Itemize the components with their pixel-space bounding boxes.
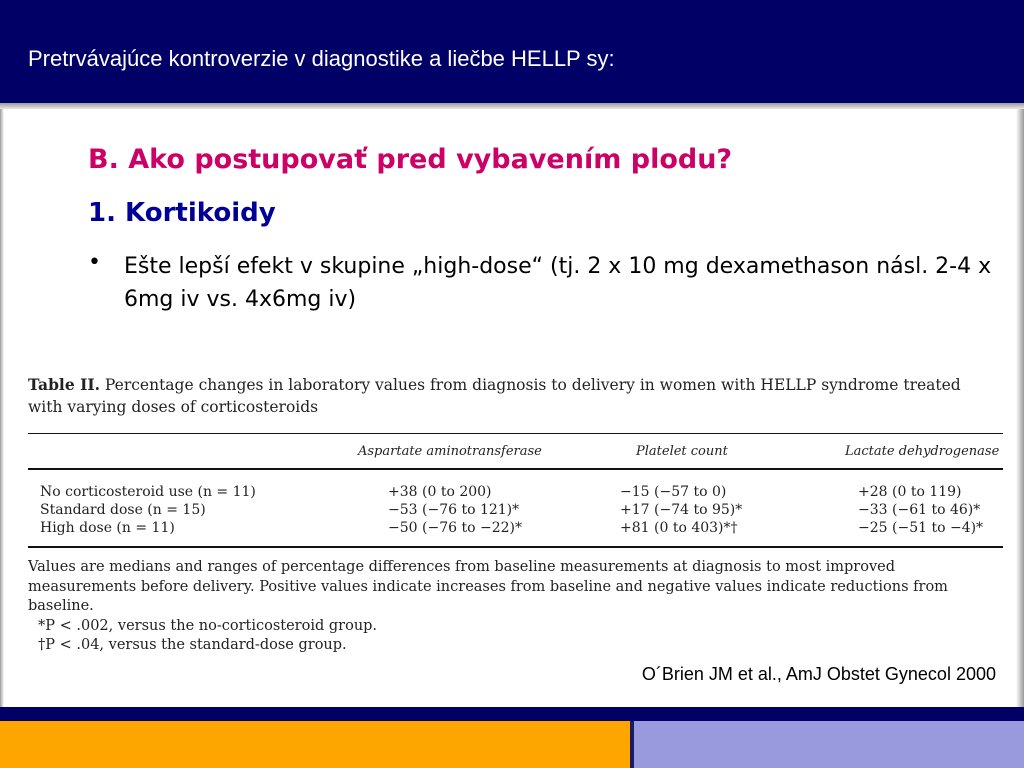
row-group-1: No corticosteroid use (n = 11) xyxy=(40,484,256,500)
title-shadow xyxy=(0,103,1024,109)
row-ldh-3: −25 (−51 to −4)* xyxy=(858,520,984,536)
footer-lavender-block xyxy=(634,721,1024,768)
table-note-2: †P < .04, versus the standard-dose group. xyxy=(38,637,347,653)
table-note-1: *P < .002, versus the no-corticosteroid group. xyxy=(38,617,378,634)
row-platelet-3: +81 (0 to 403)*† xyxy=(620,520,738,536)
table-caption-text: Percentage changes in laboratory values from diagnosis to delivery in women with HELLP syndrome treated with varying doses of corticosteroids xyxy=(28,376,961,416)
table-top-rule xyxy=(28,433,1003,434)
citation: O´Brien JM et al., AmJ Obstet Gynecol 2000 xyxy=(641,664,996,684)
row-ast-3: −50 (−76 to −22)* xyxy=(388,520,522,536)
table-header-rule xyxy=(28,468,1003,470)
left-frame-edge xyxy=(0,109,4,707)
row-group-3: High dose (n = 11) xyxy=(40,520,175,536)
right-frame-edge xyxy=(1016,109,1024,707)
row-ast-1: +38 (0 to 200) xyxy=(388,484,492,500)
table-notes xyxy=(28,558,1003,656)
column-header-ldh: Lactate dehydrogenase xyxy=(845,444,1000,459)
footer-orange-block xyxy=(0,721,630,768)
column-header-ast: Aspartate aminotransferase xyxy=(358,444,542,459)
row-platelet-1: −15 (−57 to 0) xyxy=(620,484,727,500)
row-group-2: Standard dose (n = 15) xyxy=(40,502,206,518)
footer-band xyxy=(0,707,1024,721)
subsection-heading: 1. Kortikoidy xyxy=(88,198,276,228)
table-caption xyxy=(28,374,988,418)
bullet-text: Ešte lepší efekt v skupine „high-dose“ (tj. 2 x 10 mg dexamethason násl. 2-4 x 6mg iv vs. 4x6mg iv) xyxy=(124,254,992,312)
row-ldh-1: +28 (0 to 119) xyxy=(858,484,962,500)
column-header-platelet: Platelet count xyxy=(636,444,728,459)
row-platelet-2: +17 (−74 to 95)* xyxy=(620,502,743,518)
table-note-main: Values are medians and ranges of percentage differences from baseline measurements at diagnosis to most improved measurements before delivery. Positive values indicate increases from baseline and negative values indicate reductions from baseline. xyxy=(28,559,948,614)
bullet-icon: • xyxy=(88,250,101,275)
table-figure xyxy=(28,374,1003,653)
table-label: Table II. xyxy=(28,375,100,394)
row-ast-2: −53 (−76 to 121)* xyxy=(388,502,520,518)
row-ldh-2: −33 (−61 to 46)* xyxy=(858,502,981,518)
table-bottom-rule xyxy=(28,546,1003,548)
section-heading: B. Ako postupovať pred vybavením plodu? xyxy=(88,144,733,175)
slide-title: Pretrvávajúce kontroverzie v diagnostike a liečbe HELLP sy: xyxy=(28,46,615,71)
